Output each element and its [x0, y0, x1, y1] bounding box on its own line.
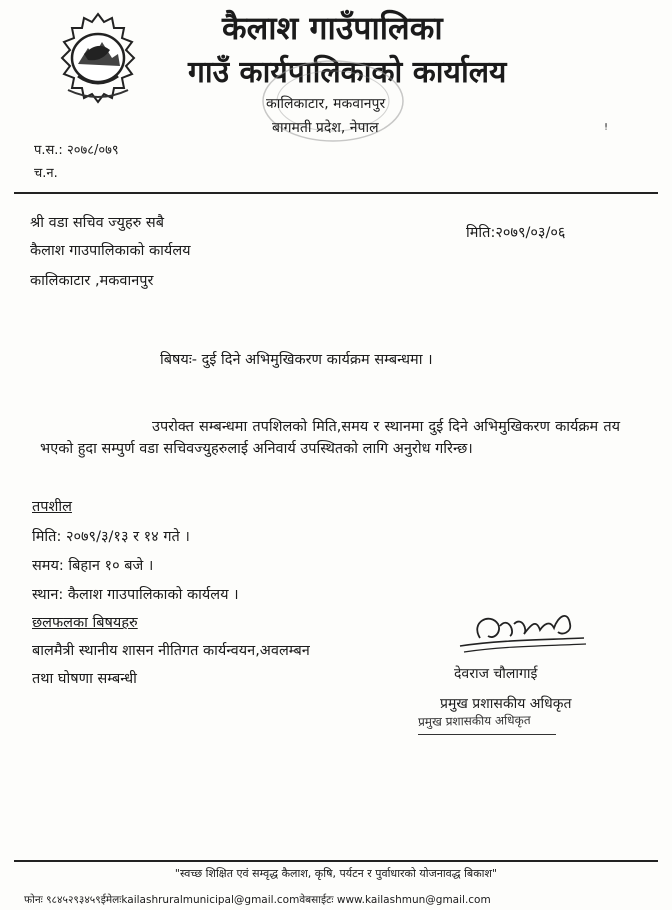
letter-number: प.स.: २०७८/०७९: [34, 143, 119, 158]
body-text: उपरोक्त सम्बन्धमा तपशिलको मिति,समय र स्थानमा दुई दिने अभिमुखिकरण कार्यक्रम तय भएको हुदा सम्पुर्ण वडा सचिवज्युहरुलाई अनिवार्य उपस्थितको लागि अनुरोध गरिन्छ।: [40, 419, 620, 457]
footer-contact: फोनः ९८४५२९३४५९ईमेलःkailashruralmunicipal@gmail.comवेबसाईटः www.kailashmun@gmail.com: [24, 894, 491, 906]
header-divider: [14, 192, 658, 194]
recipient-line: श्री वडा सचिव ज्युहरु सबै: [30, 215, 165, 231]
details-heading: तपशील: [32, 499, 72, 515]
stamp-underline: [418, 734, 556, 735]
topics-heading: छलफलका बिषयहरु: [32, 615, 138, 631]
event-time: समय: बिहान १० बजे ।: [32, 558, 154, 574]
topic-line: बालमैत्री स्थानीय शासन नीतिगत कार्यन्वयन,अवलम्बन: [32, 643, 310, 659]
signatory-name: देवराज चौलागाई: [454, 666, 538, 682]
signatory-title: प्रमुख प्रशासकीय अधिकृत: [440, 696, 572, 712]
address-line: कालिकाटार, मकवानपुर: [266, 96, 386, 112]
letter-subject: बिषयः- दुई दिने अभिमुखिकरण कार्यक्रम सम्बन्धमा ।: [160, 352, 433, 368]
topic-line-continued: तथा घोषणा सम्बन्धी: [32, 671, 137, 687]
nepal-emblem-icon: [48, 10, 148, 106]
signature-icon: [450, 596, 590, 656]
event-place: स्थान: कैलाश गाउपालिकाको कार्यलय ।: [32, 587, 239, 603]
footer-motto: "स्वच्छ शिक्षित एवं सम्वृद्ध कैलाश, कृषि, पर्यटन र पुर्वाधारको योजनावद्ध बिकाश": [174, 867, 498, 880]
pen-mark-icon: ꜝ: [604, 120, 609, 139]
province-line: बागमती प्रदेश, नेपाल: [272, 120, 379, 136]
event-date: मिति: २०७९/३/१३ र १४ गते ।: [32, 529, 190, 545]
recipient-address: कालिकाटार ,मकवानपुर: [30, 273, 154, 289]
designation-stamp: प्रमुख प्रशासकीय अधिकृत: [417, 713, 531, 729]
office-title: कैलाश गाउँपालिका: [222, 9, 443, 47]
body-paragraph: [40, 416, 620, 460]
recipient-office: कैलाश गाउपालिकाको कार्यलय: [30, 243, 191, 259]
dispatch-number: च.न.: [34, 166, 58, 181]
letter-date: मिति:२०७९/०३/०६: [466, 225, 566, 241]
office-subtitle: गाउँ कार्यपालिकाको कार्यालय: [188, 55, 507, 90]
footer-divider: [14, 860, 658, 862]
